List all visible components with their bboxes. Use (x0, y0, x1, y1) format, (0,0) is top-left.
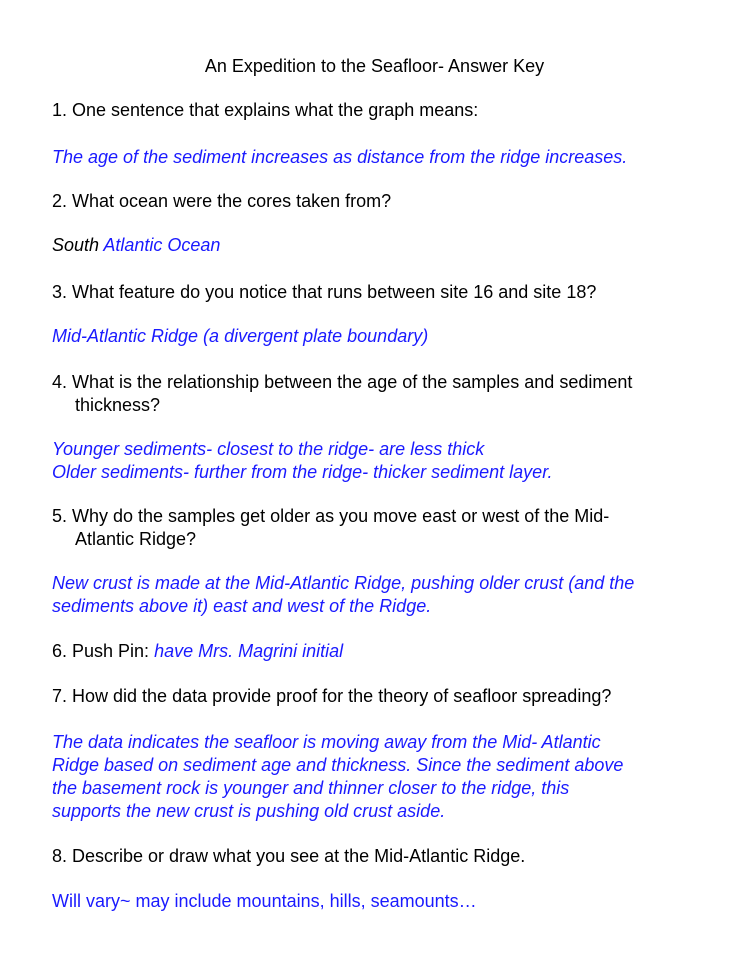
question-3: 3. What feature do you notice that runs between site 16 and site 18? (52, 282, 597, 302)
answer-3: Mid-Atlantic Ridge (a divergent plate boundary) (52, 326, 429, 346)
question-6-label: 6. Push Pin: (52, 641, 155, 661)
answer-2-ocean: Atlantic Ocean (103, 235, 221, 255)
answer-7-line-3: the basement rock is younger and thinner closer to the ridge, this (52, 778, 570, 798)
answer-7-line-2: Ridge based on sediment age and thickness. Since the sediment above (52, 755, 624, 775)
answer-8: Will vary~ may include mountains, hills, seamounts… (52, 891, 477, 911)
answer-7-line-1: The data indicates the seafloor is moving away from the Mid- Atlantic (52, 732, 601, 752)
answer-7-line-4: supports the new crust is pushing old crust aside. (52, 801, 446, 821)
answer-4-line-2: Older sediments- further from the ridge- thicker sediment layer. (52, 462, 553, 482)
page-title: An Expedition to the Seafloor- Answer Key (204, 56, 545, 76)
question-4-line-1: 4. What is the relationship between the age of the samples and sediment (52, 372, 633, 392)
answer-5-line-1: New crust is made at the Mid-Atlantic Ridge, pushing older crust (and the (52, 573, 635, 593)
question-5-line-1: 5. Why do the samples get older as you move east or west of the Mid- (52, 506, 610, 526)
question-7: 7. How did the data provide proof for the theory of seafloor spreading? (52, 686, 612, 706)
answer-6: have Mrs. Magrini initial (154, 641, 344, 661)
answer-4-line-1: Younger sediments- closest to the ridge- are less thick (52, 439, 485, 459)
question-2: 2. What ocean were the cores taken from? (52, 191, 392, 211)
question-6 (52, 639, 343, 663)
answer-1: The age of the sediment increases as distance from the ridge increases. (52, 147, 628, 167)
answer-2 (52, 233, 220, 257)
answer-5-line-2: sediments above it) east and west of the Ridge. (52, 596, 432, 616)
question-8: 8. Describe or draw what you see at the Mid-Atlantic Ridge. (52, 846, 526, 866)
question-4-line-2: thickness? (75, 395, 161, 415)
question-5-line-2: Atlantic Ridge? (75, 529, 197, 549)
question-1: 1. One sentence that explains what the graph means: (52, 100, 479, 120)
answer-2-prefix: South (52, 235, 104, 255)
